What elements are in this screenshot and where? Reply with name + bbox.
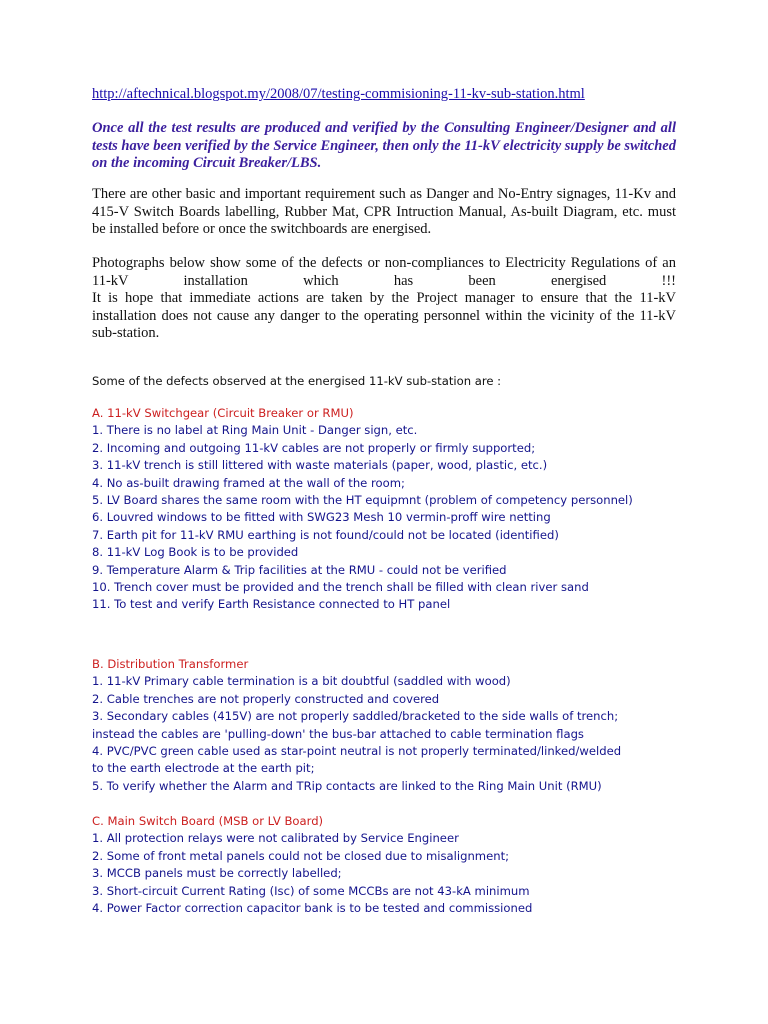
list-item: 5. LV Board shares the same room with the HT equipmnt (problem of competency personnel) — [92, 493, 633, 508]
list-item: instead the cables are 'pulling-down' the bus-bar attached to cable termination flags — [92, 726, 584, 741]
action-line: It is hope that immediate actions are taken by the Project manager to ensure that the 11-kV installation does not cause any danger to the operating personnel within the vicinity of the 11-kV sub-station. — [92, 290, 676, 341]
list-item: 3. MCCB panels must be correctly labelled; — [92, 866, 342, 881]
section-heading: B. Distribution Transformer — [92, 657, 249, 671]
list-item: 4. Power Factor correction capacitor bank is to be tested and commissioned — [92, 901, 533, 916]
requirements-paragraph: There are other basic and important requirement such as Danger and No-Entry signages, 11-Kv and 415-V Switch Boards labelling, Rubber Mat, CPR Intruction Manual, As-built Diagram, etc. must be installed before or once the switchboards are energised. — [92, 186, 676, 237]
list-item: 1. All protection relays were not calibrated by Service Engineer — [92, 831, 459, 846]
list-item: 2. Cable trenches are not properly constructed and covered — [92, 691, 440, 706]
source-link[interactable]: http://aftechnical.blogspot.my/2008/07/testing-commisioning-11-kv-sub-station.html — [92, 86, 585, 102]
list-item: 1. 11-kV Primary cable termination is a bit doubtful (saddled with wood) — [92, 674, 511, 689]
list-item: 10. Trench cover must be provided and the trench shall be filled with clean river sand — [92, 580, 589, 595]
list-item: 3. 11-kV trench is still littered with waste materials (paper, wood, plastic, etc.) — [92, 458, 548, 473]
list-item: 8. 11-kV Log Book is to be provided — [92, 545, 299, 560]
list-item: 9. Temperature Alarm & Trip facilities at the RMU - could not be verified — [92, 562, 507, 577]
section-heading: A. 11-kV Switchgear (Circuit Breaker or RMU) — [92, 406, 354, 420]
list-item: 11. To test and verify Earth Resistance connected to HT panel — [92, 597, 451, 612]
section-main-switch-board — [92, 813, 692, 917]
defects-title: Some of the defects observed at the energised 11-kV sub-station are : — [92, 374, 502, 388]
list-item: 2. Incoming and outgoing 11-kV cables are not properly or firmly supported; — [92, 440, 536, 455]
list-item: 3. Short-circuit Current Rating (Isc) of some MCCBs are not 43-kA minimum — [92, 883, 530, 898]
list-item: to the earth electrode at the earth pit; — [92, 761, 315, 776]
list-item: 5. To verify whether the Alarm and TRip contacts are linked to the Ring Main Unit (RMU) — [92, 778, 602, 793]
list-item: 7. Earth pit for 11-kV RMU earthing is not found/could not be located (identified) — [92, 527, 559, 542]
photographs-line: Photographs below show some of the defects or non-compliances to Electricity Regulations of an 11-kV installation which has been energised !!! — [92, 255, 676, 289]
intro-statement: Once all the test results are produced and verified by the Consulting Engineer/Designer and all tests have been verified by the Service Engineer, then only the 11-kV electricity supply be switched on the incoming Circuit Breaker/LBS. — [92, 120, 676, 171]
section-heading: C. Main Switch Board (MSB or LV Board) — [92, 814, 324, 828]
list-item: 1. There is no label at Ring Main Unit - Danger sign, etc. — [92, 423, 418, 438]
list-item: 4. PVC/PVC green cable used as star-point neutral is not properly terminated/linked/welded — [92, 744, 622, 759]
list-item: 4. No as-built drawing framed at the wall of the room; — [92, 475, 405, 490]
list-item: 2. Some of front metal panels could not be closed due to misalignment; — [92, 848, 510, 863]
photographs-paragraph — [92, 255, 676, 343]
list-item: 3. Secondary cables (415V) are not properly saddled/bracketed to the side walls of trench; — [92, 709, 619, 724]
list-item: 6. Louvred windows to be fitted with SWG23 Mesh 10 vermin-proff wire netting — [92, 510, 551, 525]
section-transformer — [92, 656, 692, 795]
section-switchgear — [92, 405, 692, 614]
